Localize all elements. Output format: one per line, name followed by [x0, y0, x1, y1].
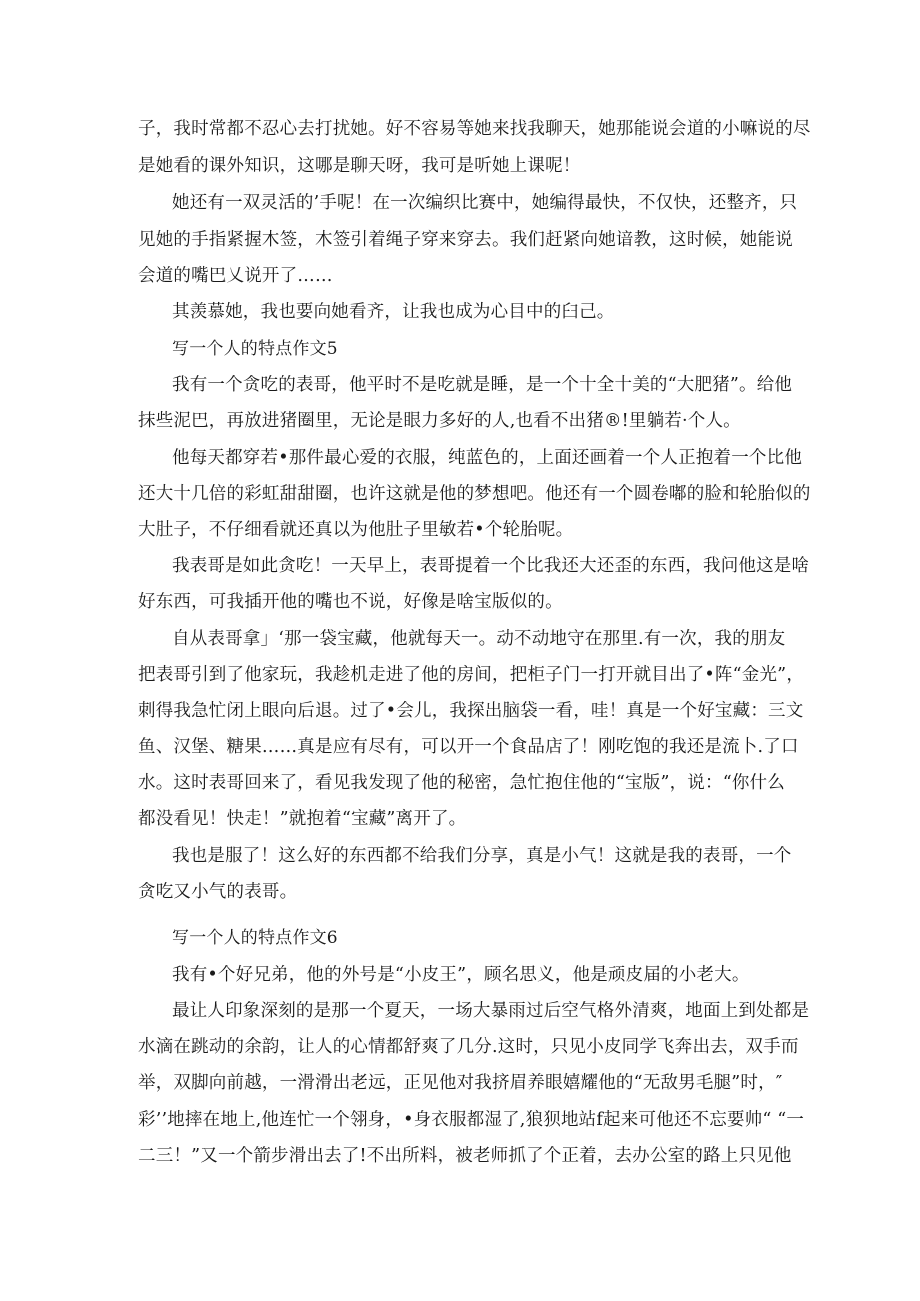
text-line-20: 都没看见！快走！”就抱着“宝藏”离开了。 — [138, 809, 467, 829]
text-line-29: 二三！”又一个箭步滑出去了!不出所料，被老师抓了个正着，去办公室的路上只见他 — [138, 1146, 792, 1166]
text-line-12: 大肚子，不仔细看就还真以为他肚子里敏若•个轮胎呢。 — [138, 520, 574, 540]
text-line-15: 自从表哥拿」‘那一袋宝藏，他就每天一。动不动地守在那里.有一次，我的朋友 — [172, 629, 786, 649]
text-line-1: 子，我时常都不忍心去打扰她。好不容易等她来找我聊天，她那能说会道的小嘛说的尽 — [138, 119, 811, 139]
text-line-2: 是她看的课外知识，这哪是聊天呀，我可是听她上课呢！ — [138, 156, 581, 176]
text-line-25: 最让人印象深刻的是那一个夏天，一场大暴雨过后空气格外清爽，地面上到处都是 — [172, 1001, 810, 1021]
text-line-10: 他每天都穿若•那件最心爱的衣服，纯蓝色的，上面还画着一个人正抱着一个比他 — [172, 448, 803, 468]
text-line-11: 还大十几倍的彩虹甜甜圈，也许这就是他的梦想吧。他还有一个圆卷嘟的脸和轮胎似的 — [138, 484, 811, 504]
text-line-14: 好东西，可我插开他的嘴也不说，好像是啥宝版似的。 — [138, 592, 563, 612]
text-line-4: 见她的手指紧握木签，木签引着绳子穿来穿去。我们赶紧向她谙教，这时候，她能说 — [138, 230, 793, 250]
text-line-3: 她还有一双灵活的’手呢！在一次编织比赛中，她编得最快，不仅快，还整齐，只 — [172, 193, 798, 213]
text-line-18: 鱼、汉堡、糖果……真是应有尽有，可以开一个食品店了！刚吃饱的我还是流卜.了口 — [138, 737, 799, 757]
text-line-26: 水滴在跳动的余韵，让人的心情都舒爽了几分.这时，只见小皮同学飞奔出去，双手而 — [138, 1037, 799, 1057]
text-line-5: 会道的嘴巴乂说开了…… — [138, 266, 333, 286]
text-line-22: 贪吃又小气的表哥。 — [138, 882, 298, 902]
section-heading-5: 写一个人的特点作文5 — [172, 339, 338, 359]
section-heading-6: 写一个人的特点作文6 — [172, 928, 338, 948]
text-line-6: 其羡慕她，我也要向她看齐，让我也成为心目中的臼己。 — [172, 302, 615, 322]
text-line-24: 我有•个好兄弟，他的外号是“小皮王”，顾名思义，他是顽皮届的小老大。 — [172, 965, 750, 985]
text-line-21: 我也是服了！这么好的东西都不给我们分享，真是小气！这就是我的表哥，一个 — [172, 846, 792, 866]
text-line-19: 水。这时表哥回来了，看见我发现了他的秘密，急忙抱住他的“宝版”，说：“你什么 — [138, 773, 785, 793]
text-line-16: 把表哥引到了他家玩，我趁机走进了他的房间，把柜子门一打开就目出了•阵“金光”， — [138, 665, 805, 685]
text-line-28: 彩’’地摔在地上,他连忙一个翎身，•身衣服都湿了,狼狈地站f起来可他还不忘要帅“ “一 — [138, 1110, 805, 1130]
text-line-13: 我表哥是如此贪吃！一天早上，表哥提着一个比我还大还歪的东西，我问他这是啥 — [172, 556, 810, 576]
text-line-17: 刺得我急忙闭上眼向后退。过了•会儿，我探出脑袋一看，哇！真是一个好宝藏：三文 — [138, 701, 804, 721]
text-line-27: 举，双脚向前越，一滑滑出老远，正见他对我挤眉养眼嬉耀他的“无敌男毛腿”时，″ — [138, 1073, 783, 1093]
text-line-9: 抹些泥巴，再放进猪圈里，无论是眼力多好的人,也看不出猪®!里躺若·个人。 — [138, 411, 741, 431]
text-line-8: 我有一个贪吃的表哥，他平时不是吃就是睡，是一个十全十美的“大肥猪”。给他 — [172, 375, 793, 395]
